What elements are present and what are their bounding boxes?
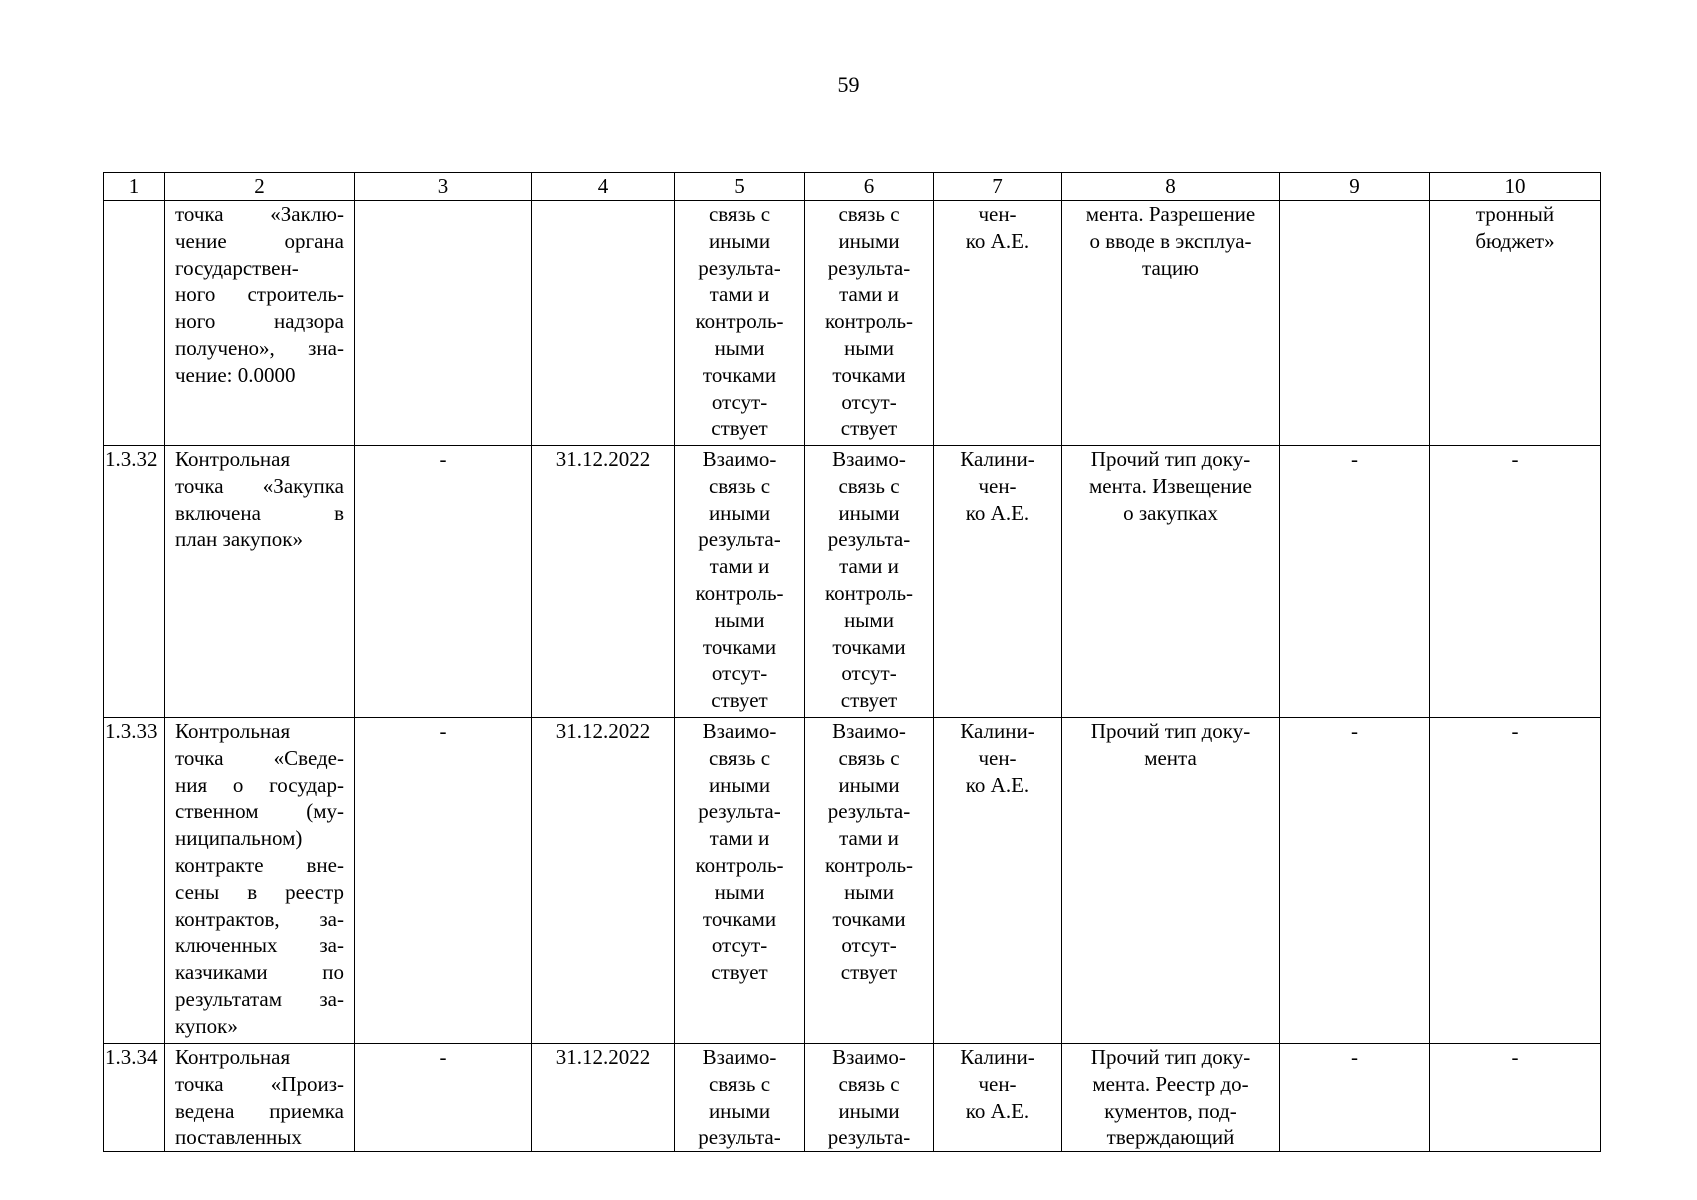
column-header-10: 10 [1430, 173, 1601, 201]
col6-line: результа- [827, 1125, 911, 1150]
col6-line: отсут- [841, 389, 897, 414]
responsible-line: чен- [978, 745, 1017, 770]
col5-line: результа- [698, 527, 781, 552]
col5-line: иными [708, 500, 771, 525]
col5-line: отсут- [711, 933, 768, 958]
cell-date: 31.12.2022 [532, 718, 675, 1044]
cell-description [165, 718, 355, 1044]
description-line: казчиками по [175, 960, 344, 985]
document-line: Прочий тип доку- [1090, 1045, 1251, 1069]
col5-line: отсут- [711, 389, 768, 414]
document-line: о закупках [1123, 500, 1218, 525]
cell-col3: - [355, 718, 532, 1044]
col6-line: Взаимо- [832, 447, 906, 471]
cell-col10 [1430, 201, 1601, 446]
document-line: Прочий тип доку- [1090, 447, 1251, 471]
cell-document [1062, 1044, 1280, 1152]
col5-line: результа- [698, 1125, 781, 1150]
cell-responsible [934, 201, 1062, 446]
cell-col3: - [355, 446, 532, 718]
col6-line: тами и [839, 554, 899, 579]
responsible-line: Калини- [960, 1045, 1035, 1069]
cell-col5 [675, 446, 805, 718]
document-line: Прочий тип доку- [1090, 719, 1251, 743]
document-line: о вводе в эксплуа- [1089, 228, 1252, 253]
table-row [104, 446, 1601, 718]
col6-line: результа- [827, 255, 911, 280]
col6-line: Взаимо- [832, 719, 906, 743]
col5-line: контроль- [695, 309, 784, 334]
description-line: Контрольная [175, 1045, 291, 1069]
column-header-5: 5 [675, 173, 805, 201]
cell-col3: - [355, 1044, 532, 1152]
cell-col9: - [1280, 718, 1430, 1044]
col5-line: результа- [698, 255, 781, 280]
col6-line: иными [838, 500, 900, 525]
description-line: Контрольная [175, 719, 291, 743]
cell-description [165, 1044, 355, 1152]
cell-col5 [675, 718, 805, 1044]
cell-col6 [805, 1044, 934, 1152]
cell-document [1062, 446, 1280, 718]
cell-col10: - [1430, 446, 1601, 718]
col6-line: ными [844, 607, 894, 632]
cell-col9: - [1280, 446, 1430, 718]
cell-date: 31.12.2022 [532, 1044, 675, 1152]
column-header-9: 9 [1280, 173, 1430, 201]
cell-col9 [1280, 201, 1430, 446]
col10-line: бюджет» [1475, 228, 1555, 253]
description-line: ния о государ- [175, 772, 344, 797]
document-line: кументов, под- [1104, 1098, 1237, 1123]
cell-col9: - [1280, 1044, 1430, 1152]
document-line: тацию [1142, 255, 1199, 280]
responsible-line: Калини- [960, 447, 1035, 471]
document-line: мента. Извещение [1089, 473, 1252, 498]
page-number: 59 [837, 72, 860, 97]
column-header-1: 1 [104, 173, 165, 201]
description-line: сены в реестр [175, 879, 344, 904]
description-line: точка «Закупка [175, 473, 344, 498]
col5-line: связь с [708, 202, 771, 226]
document-line: тверждающий [1106, 1125, 1235, 1150]
column-header-7: 7 [934, 173, 1062, 201]
description-line: ного строитель- [175, 282, 344, 307]
col6-line: ствует [840, 960, 898, 985]
responsible-line: чен- [978, 473, 1017, 498]
description-line: поставленных [175, 1125, 302, 1150]
col5-line: связь с [708, 473, 771, 498]
col5-line: контроль- [695, 852, 784, 877]
cell-document [1062, 718, 1280, 1044]
responsible-line: ко А.Е. [965, 772, 1030, 797]
col5-line: результа- [698, 799, 781, 824]
col6-line: ствует [840, 688, 898, 713]
col5-line: ными [714, 607, 765, 632]
col6-line: ствует [840, 416, 898, 441]
col6-line: контроль- [824, 580, 914, 605]
col5-line: отсут- [711, 661, 768, 686]
column-header-2: 2 [165, 173, 355, 201]
col6-line: точками [832, 634, 906, 659]
description-line: получено», зна- [175, 335, 344, 360]
col10-line: тронный [1475, 202, 1555, 226]
description-line: Контрольная [175, 447, 291, 471]
description-line: купок» [175, 1013, 238, 1038]
responsible-line: ко А.Е. [965, 1098, 1030, 1123]
col6-line: тами и [839, 826, 899, 851]
col6-line: точками [832, 906, 906, 931]
responsible-line: чен- [978, 1071, 1017, 1096]
col5-line: Взаимо- [702, 1045, 777, 1069]
column-header-3: 3 [355, 173, 532, 201]
document-line: мента. Реестр до- [1092, 1071, 1249, 1096]
description-line: ключенных за- [175, 933, 344, 958]
data-table [103, 172, 1601, 1152]
cell-col5 [675, 201, 805, 446]
cell-col6 [805, 201, 934, 446]
col6-line: связь с [838, 202, 900, 226]
cell-number [104, 201, 165, 446]
responsible-line: Калини- [960, 719, 1035, 743]
col6-line: связь с [838, 473, 900, 498]
col5-line: иными [708, 228, 771, 253]
responsible-line: ко А.Е. [965, 228, 1030, 253]
col5-line: Взаимо- [702, 447, 777, 471]
col5-line: ными [714, 335, 765, 360]
cell-responsible [934, 1044, 1062, 1152]
cell-col10: - [1430, 1044, 1601, 1152]
col6-line: иными [838, 1098, 900, 1123]
column-header-8: 8 [1062, 173, 1280, 201]
description-line: ниципальном) [175, 826, 303, 851]
col6-line: точками [832, 362, 906, 387]
cell-col10: - [1430, 718, 1601, 1044]
cell-description [165, 446, 355, 718]
col6-line: иными [838, 228, 900, 253]
header-row [104, 173, 1601, 201]
col5-line: связь с [708, 745, 771, 770]
col5-line: ствует [711, 960, 768, 985]
col5-line: точками [702, 362, 777, 387]
cell-number: 1.3.33 [104, 718, 165, 1044]
cell-responsible [934, 718, 1062, 1044]
description-line: чение: 0.0000 [175, 362, 296, 387]
description-line: ного надзора [175, 309, 344, 334]
table-row [104, 718, 1601, 1044]
col6-line: ными [844, 879, 894, 904]
col5-line: тами и [709, 282, 770, 307]
responsible-line: ко А.Е. [965, 500, 1030, 525]
col6-line: отсут- [841, 661, 897, 686]
cell-description [165, 201, 355, 446]
column-header-6: 6 [805, 173, 934, 201]
description-line: ведена приемка [175, 1098, 344, 1123]
table-row [104, 1044, 1601, 1152]
col6-line: иными [838, 772, 900, 797]
col6-line: результа- [827, 527, 911, 552]
document-line: мента [1144, 745, 1197, 770]
col5-line: связь с [708, 1071, 771, 1096]
col5-line: ными [714, 879, 765, 904]
cell-number: 1.3.32 [104, 446, 165, 718]
col6-line: ными [844, 335, 894, 360]
cell-document [1062, 201, 1280, 446]
col5-line: точками [702, 634, 777, 659]
col5-line: иными [708, 1098, 771, 1123]
description-line: результатам за- [175, 986, 344, 1011]
description-line: план закупок» [175, 527, 303, 552]
description-line: точка «Произ- [175, 1071, 344, 1096]
description-line: включена в [175, 500, 344, 525]
description-line: ственном (му- [175, 799, 344, 824]
col6-line: контроль- [824, 309, 914, 334]
col6-line: Взаимо- [832, 1045, 906, 1069]
cell-number: 1.3.34 [104, 1044, 165, 1152]
column-header-4: 4 [532, 173, 675, 201]
responsible-line: чен- [978, 202, 1017, 226]
description-line: контракте вне- [175, 852, 344, 877]
col5-line: контроль- [695, 580, 784, 605]
description-line: контрактов, за- [175, 906, 344, 931]
description-line: точка «Заклю- [175, 202, 344, 226]
col5-line: тами и [709, 554, 770, 579]
description-line: чение органа [175, 228, 344, 253]
col6-line: контроль- [824, 852, 914, 877]
description-line: точка «Сведе- [175, 745, 344, 770]
col6-line: отсут- [841, 933, 897, 958]
cell-date [532, 201, 675, 446]
cell-col3 [355, 201, 532, 446]
col6-line: тами и [839, 282, 899, 307]
col5-line: ствует [711, 416, 768, 441]
table-row-continuation [104, 201, 1601, 446]
col5-line: ствует [711, 688, 768, 713]
col5-line: иными [708, 772, 771, 797]
col6-line: связь с [838, 745, 900, 770]
col6-line: результа- [827, 799, 911, 824]
col5-line: тами и [709, 826, 770, 851]
cell-col6 [805, 446, 934, 718]
cell-col5 [675, 1044, 805, 1152]
col5-line: Взаимо- [702, 719, 777, 743]
cell-date: 31.12.2022 [532, 446, 675, 718]
cell-col6 [805, 718, 934, 1044]
description-line: государствен- [175, 255, 299, 280]
col6-line: связь с [838, 1071, 900, 1096]
col5-line: точками [702, 906, 777, 931]
document-line: мента. Разрешение [1085, 202, 1256, 226]
cell-responsible [934, 446, 1062, 718]
